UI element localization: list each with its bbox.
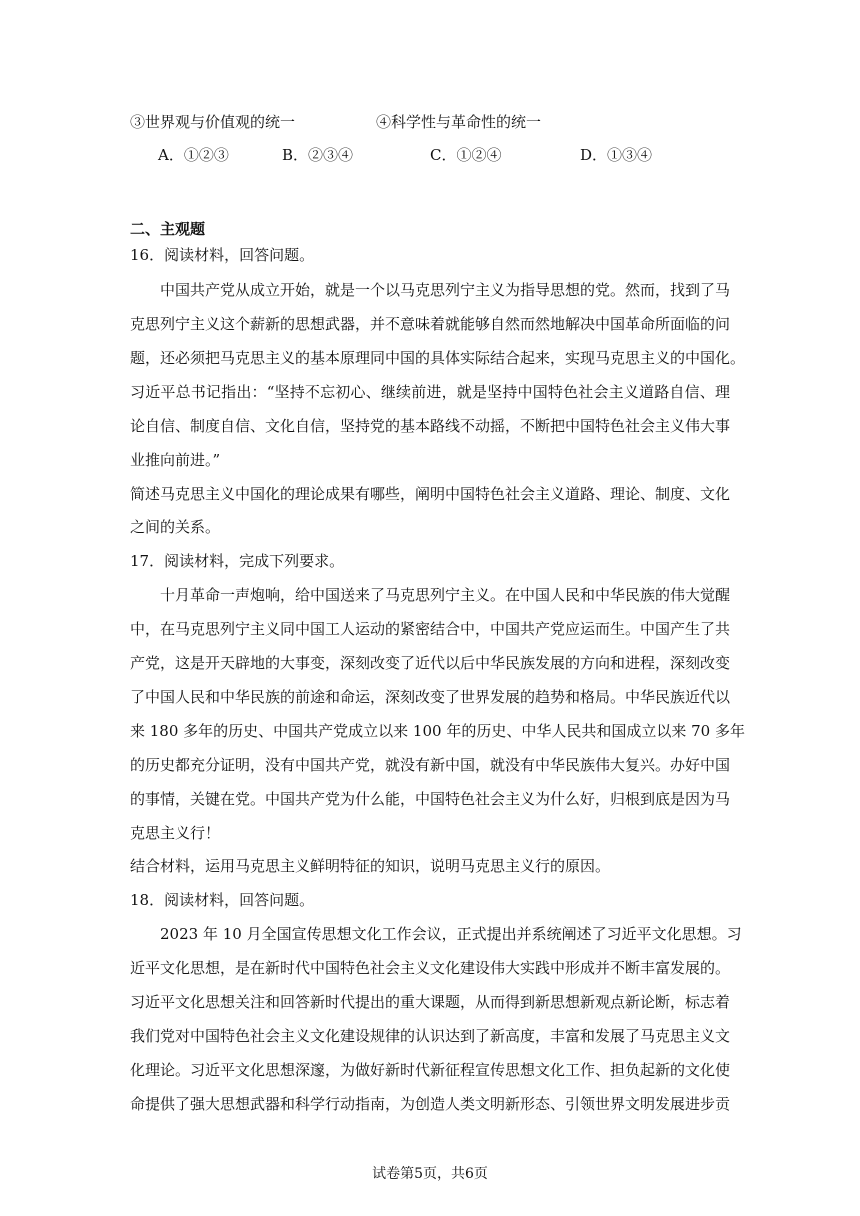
q16-material-line: 业推向前进。” [130,451,221,469]
q16-material-line: 克思列宁主义这个薪新的思想武器，并不意味着就能够自然而然地解决中国革命所面临的问 [130,315,731,333]
q17-material-line: 的事情，关键在党。中国共产党为什么能，中国特色社会主义为什么好，归根到底是因为马 [130,790,731,808]
q17-stem: 17．阅读材料，完成下列要求。 [130,552,345,570]
q17-material-line: 克思主义行！ [130,824,221,842]
q17-material-line: 产党，这是开天辟地的大事变，深刻改变了近代以后中华民族发展的方向和进程，深刻改变 [130,654,731,672]
q18-material-line: 2023 年 10 月全国宣传思想文化工作会议，正式提出并系统阐述了习近平文化思想。习 [160,925,742,943]
q16-material-line: 习近平总书记指出：“坚持不忘初心、继续前进，就是坚持中国特色社会主义道路自信、理 [130,383,730,401]
q16-question-line: 简述马克思主义中国化的理论成果有哪些，阐明中国特色社会主义道路、理论、制度、文化 [130,485,731,503]
option-a: A．①②③ [158,146,229,164]
q15-item-4: ④科学性与革命性的统一 [376,113,542,131]
q17-material-line: 中，在马克思列宁主义同中国工人运动的紧密结合中，中国共产党应运而生。中国产生了共 [130,620,731,638]
option-c: C．①②④ [430,146,502,164]
q18-material-line: 近平文化思想，是在新时代中国特色社会主义文化建设伟大实践中形成并不断丰富发展的。 [130,959,731,977]
q15-item-3: ③世界观与价值观的统一 [130,113,296,131]
q16-stem: 16．阅读材料，回答问题。 [130,246,315,264]
q18-stem: 18．阅读材料，回答问题。 [130,891,315,909]
q16-material-line: 题，还必须把马克思主义的基本原理同中国的具体实际结合起来，实现马克思主义的中国化。 [130,349,746,367]
q16-material-line: 论自信、制度自信、文化自信，坚持党的基本路线不动摇，不断把中国特色社会主义伟大事 [130,417,731,435]
section-title: 二、主观题 [130,220,206,238]
option-d: D．①③④ [580,146,653,164]
q18-material-line: 命提供了强大思想武器和科学行动指南，为创造人类文明新形态、引领世界文明发展进步贡 [130,1095,731,1113]
q18-material-line: 我们党对中国特色社会主义文化建设规律的认识达到了新高度，丰富和发展了马克思主义文 [130,1027,731,1045]
page-footer: 试卷第5页，共6页 [372,1166,488,1182]
q16-question-line: 之间的关系。 [130,518,221,536]
q17-material-line: 十月革命一声炮响，给中国送来了马克思列宁主义。在中国人民和中华民族的伟大觉醒 [160,586,731,604]
q17-question-line: 结合材料，运用马克思主义鲜明特征的知识，说明马克思主义行的原因。 [130,857,611,875]
q18-material-line: 习近平文化思想关注和回答新时代提出的重大课题，从而得到新思想新观点新论断，标志着 [130,993,731,1011]
q16-material-line: 中国共产党从成立开始，就是一个以马克思列宁主义为指导思想的党。然而，找到了马 [160,281,731,299]
q17-material-line: 的历史都充分证明，没有中国共产党，就没有新中国，就没有中华民族伟大复兴。办好中国 [130,756,731,774]
q17-material-line: 来 180 多年的历史、中国共产党成立以来 100 年的历史、中华人民共和国成立以来 70 多年 [130,722,745,740]
q17-material-line: 了中国人民和中华民族的前途和命运，深刻改变了世界发展的趋势和格局。中华民族近代以 [130,688,731,706]
option-b: B．②③④ [282,146,354,164]
q18-material-line: 化理论。习近平文化思想深邃，为做好新时代新征程宣传思想文化工作、担负起新的文化使 [130,1061,731,1079]
